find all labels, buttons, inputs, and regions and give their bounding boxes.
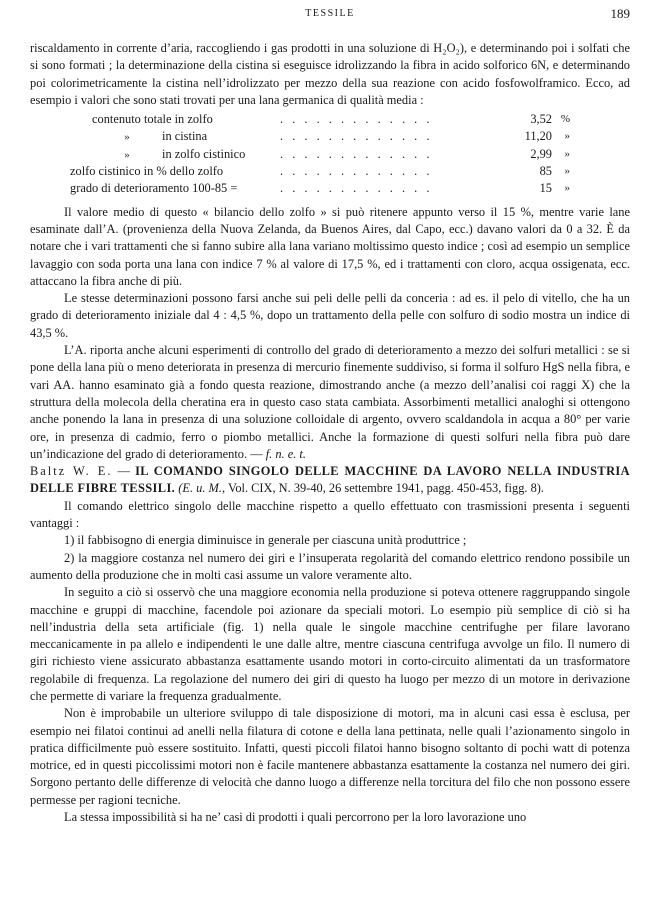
values-number: 2,99 xyxy=(530,146,552,161)
page xyxy=(30,0,630,900)
running-head: TESSILE xyxy=(305,8,355,19)
values-unit: » xyxy=(564,147,570,160)
values-row xyxy=(30,111,630,128)
values-number: 3,52 xyxy=(530,112,552,127)
paragraph: Il valore medio di questo « bilancio dello zolfo » si può ritenere appunto verso il 15 %, mentre varie lane esaminate dall’A. (provenienza della Nuova Zelanda, da Buenos Aires, dal Capo, ecc.) davano valori da 0 a 32. È da notare che i vari trattamenti che si fanno subire alla lana variano moltissimo questo indice ; così ad esempio un semplice lavaggio con soda porta una lana con indice 7 % al valore di 17,5 %, ed i trattamenti con cloro, acqua ossigenata, ecc. attaccano la fibra anche di più. xyxy=(30,204,630,288)
article-citation: Vol. CIX, N. 39-40, 26 settembre 1941, pagg. 450-453, figg. 8). xyxy=(227,481,545,496)
body-text xyxy=(30,40,630,826)
paragraph: In seguito a ciò si osservò che una maggiore economia nella produzione si poteva ottenere raggruppando singole macchine e gruppi di macchine, facendole poi azionare da speciali motori. Lo esempio più semplice di ciò si ha nell’industria della seta artificiale (fig. 1) nella quale le singole macchine centrifughe per filare lavorano meccanicamente in pa allelo e indipendenti le une dalle altre, mentre ciascuna centrifuga avvolge un filo. Il numero di giri richiesto viene assicurato abbastanza esattamente usando motori in corto-circuito alimentati da un trasformatore regolabile di frequenza. La regolazione del numero dei giri di questo ha luogo per mezzo di un motore in derivazione che permette di variare la frequenza gradualmente. xyxy=(30,585,630,703)
leader-dots: . . . . . . . . . . . . . xyxy=(280,129,433,144)
values-label: in cistina xyxy=(162,129,208,144)
values-row xyxy=(30,128,630,145)
paragraph-text: L’A. riporta anche alcuni esperimenti di controllo del grado di deterioramento a mezzo dei solfuri metallici : se si pone della lana più o meno deteriorata in presenza di mercurio finemente suddiviso, si forma il solfuro HgS nella fibra, e vari AA. hanno esaminato già a fondo questa reazione, dimostrando anche (a mezzo dell’analisi coi raggi X) che la struttura della molecola della cheratina era in questo caso stata cambiata. Assorbimenti metallici analoghi si ottengono anche ponendo la lana in presenza di una soluzione colloidale di argento, ovvero scaldandola in acqua a 80° per varie ore, in presenza di cadmio, ferro o piombo metallici. Anche la formazione di questi solfuri nella fibra può dare un’indicazione del grado di deterioramento. — xyxy=(30,343,630,461)
list-item: 2) la maggiore costanza nel numero dei giri e l’insuperata regolarità del comando elettrico rendono possibile un aumento della produzione che in molti casi assume un valore veramente alto. xyxy=(30,550,630,582)
paragraph: La stessa impossibilità si ha ne’ casi di prodotti i quali percorrono per la loro lavorazione uno xyxy=(64,810,527,825)
paragraph: Il comando elettrico singolo delle macchine rispetto a quello effettuato con trasmissioni presenta i seguenti vantaggi : xyxy=(30,498,630,531)
values-number: 85 xyxy=(539,164,552,179)
paragraph: Le stesse determinazioni possono farsi anche sui peli delle pelli da conceria : ad es. il pelo di vitello, che ha un grado di deterioramento iniziale dal 4 : 4,5 %, dopo un trattamento della pelle con solfuro di sodio mostra un indice di 43,5 %. xyxy=(30,291,630,340)
values-unit: » xyxy=(564,165,570,178)
values-unit: % xyxy=(560,113,570,126)
values-label: grado di deterioramento 100-85 = xyxy=(70,181,238,196)
values-unit: » xyxy=(564,130,570,143)
heading-dash: — xyxy=(117,464,130,479)
leader-dots: . . . . . . . . . . . . . xyxy=(280,146,433,161)
paragraph: Non è improbabile un ulteriore sviluppo di tale disposizione di motori, ma in alcuni casi essa è esclusa, per esempio nei filatoi continui ad anelli nella filatura di cotone e della lana pettinata, nelle quali l’azionamento singolo in pratica difficilmente può essere sostituito. Infatti, questi piccoli filatoi hanno bisogno soltanto di pochi watt di potenza motrice, ed in questi piccolissimi motori non è facile mantenere abbastanza esattamente la costanza nel numero dei giri. Sorgono pertanto delle differenze di velocità che danno luogo a differenze nella torcitura del filo che non possono essere permesse per ragioni tecniche. xyxy=(30,706,630,807)
page-number: 189 xyxy=(610,6,630,21)
values-label: in zolfo cistinico xyxy=(162,146,246,161)
page-header xyxy=(30,8,630,28)
values-number: 15 xyxy=(539,181,552,196)
leader-dots: . . . . . . . . . . . . . xyxy=(280,181,433,196)
journal-abbrev: (E. u. M., xyxy=(178,481,226,496)
article-heading xyxy=(30,463,630,498)
values-label: contenuto totale in zolfo xyxy=(92,112,213,127)
article-title: IL COMANDO SINGOLO DELLE MACCHINE DA LAVORO NELLA INDUSTRIA DELLE FIBRE TESSILI. xyxy=(30,464,630,496)
list-item: 1) il fabbisogno di energia diminuisce in generale per ciascuna unità produttrice ; xyxy=(64,533,467,548)
author-signature: f. n. e. t. xyxy=(265,446,306,461)
ditto-mark: » xyxy=(124,148,130,161)
paragraph-continuation: riscaldamento in corrente d’aria, raccogliendo i gas prodotti in una soluzione di H₂O₂), e determinando poi i solfati che si sono formati ; la determinazione della cistina si eseguisce idrolizzando la fibra in acido solforico 6N, e determinando poi colorimetricamente la cistina nell’idrolizzato per mezzo della sua reazione con acido fosfowolframico. Ecco, ad esempio i valori che sono stati trovati per una lana germanica di qualità media : xyxy=(30,41,630,107)
values-row xyxy=(30,180,630,197)
values-row xyxy=(30,146,630,163)
leader-dots: . . . . . . . . . . . . . xyxy=(280,164,433,179)
values-label: zolfo cistinico in % dello zolfo xyxy=(70,164,224,179)
sulfur-values-table xyxy=(30,111,630,197)
values-unit: » xyxy=(564,182,570,195)
values-row xyxy=(30,163,630,180)
article-author: Baltz W. E. xyxy=(30,464,113,479)
leader-dots: . . . . . . . . . . . . . xyxy=(280,112,433,127)
paragraph xyxy=(30,342,630,463)
ditto-mark: » xyxy=(124,131,130,144)
values-number: 11,20 xyxy=(524,129,552,144)
